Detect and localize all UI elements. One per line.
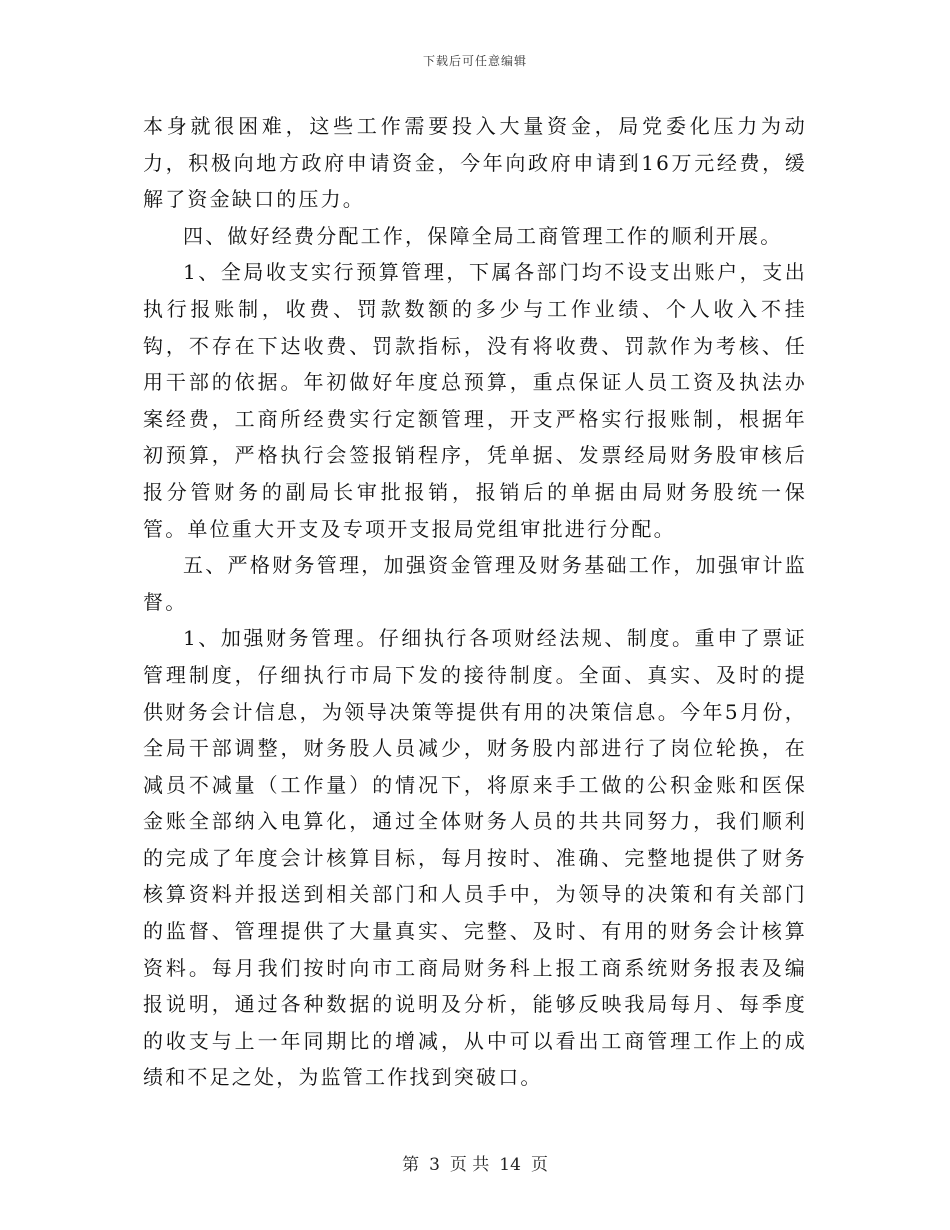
footer-prefix: 第	[402, 1155, 420, 1175]
page-footer	[0, 1150, 950, 1175]
paragraph-1: 本身就很困难，这些工作需要投入大量资金，局党委化压力为动力，积极向地方政府申请资金，今年向政府申请到16万元经费，缓解了资金缺口的压力。	[143, 114, 807, 212]
header-note: 下载后可任意编辑	[422, 54, 527, 68]
section-heading-5: 五、严格财务管理，加强资金管理及财务基础工作，加强审计监督。	[143, 553, 807, 614]
total-pages: 14	[499, 1155, 521, 1175]
paragraph-budget-management: 1、全局收支实行预算管理，下属各部门均不设支出账户，支出执行报账制，收费、罚款数额的多少与工作业绩、个人收入不挂钩，不存在下达收费、罚款指标，没有将收费、罚款作为考核、任用干部的依据。年初做好年度总预算，重点保证人员工资及执法办案经费，工商所经费实行定额管理，开支严格实行报账制，根据年初预算，严格执行会签报销程序，凭单据、发票经局财务股审核后报分管财务的副局长审批报销，报销后的单据由局财务股统一保管。单位重大开支及专项开支报局党组审批进行分配。	[143, 260, 807, 541]
document-body	[143, 108, 807, 1096]
page-number: 3	[429, 1155, 440, 1175]
footer-middle: 页 共	[449, 1155, 490, 1175]
footer-suffix: 页	[530, 1155, 548, 1175]
section-heading-4: 四、做好经费分配工作，保障全局工商管理工作的顺利开展。	[183, 223, 783, 248]
paragraph-financial-management: 1、加强财务管理。仔细执行各项财经法规、制度。重申了票证管理制度，仔细执行市局下发的接待制度。全面、真实、及时的提供财务会计信息，为领导决策等提供有用的决策信息。今年5月份，全局干部调整，财务股人员减少，财务股内部进行了岗位轮换，在减员不减量（工作量）的情况下，将原来手工做的公积金账和医保金账全部纳入电算化，通过全体财务人员的共共同努力，我们顺利的完成了年度会计核算目标，每月按时、准确、完整地提供了财务核算资料并报送到相关部门和人员手中，为领导的决策和有关部门的监督、管理提供了大量真实、完整、及时、有用的财务会计核算资料。每月我们按时向市工商局财务科上报工商系统财务报表及编报说明，通过各种数据的说明及分析，能够反映我局每月、每季度的收支与上一年同期比的增减，从中可以看出工商管理工作上的成绩和不足之处，为监管工作找到突破口。	[143, 626, 807, 1090]
